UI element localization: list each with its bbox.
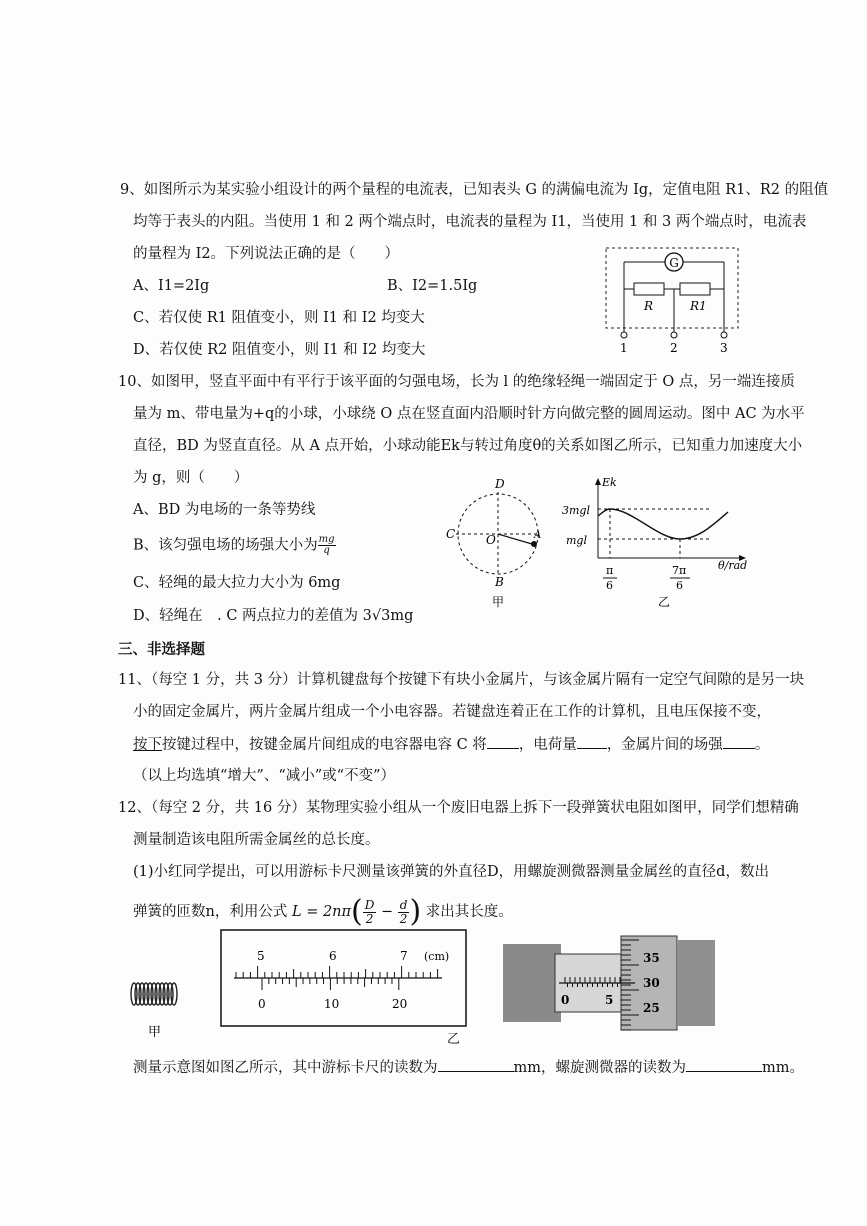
q11-line3-part1: 按键过程中，按键金属片间组成的电容器电容 C 将 — [162, 737, 487, 753]
terminal-2-label: 2 — [670, 341, 678, 355]
fig-yi-caption: 乙 — [658, 595, 671, 608]
q11-press-text: 按下 — [133, 737, 162, 753]
q9-option-b[interactable]: B、I2=1.5Ig — [387, 278, 478, 294]
q9-line1: 9、如图所示为某实验小组设计的两个量程的电流表，已知表头 G 的满偏电流为 Ig，定值电阻 R1、R2 的阻值 — [120, 182, 829, 198]
graph-x1-denominator: 6 — [606, 579, 613, 592]
q9-line2: 均等于表头的内阻。当使用 1 和 2 两个端点时，电流表的量程为 I1，当使用 1 和 3 两个端点时，电流表 — [133, 214, 807, 230]
micrometer-thimble-30: 30 — [643, 976, 660, 990]
vernier-caliper-figure — [220, 928, 470, 1046]
resistor-r-label: R — [644, 299, 654, 313]
caliper-vernier-20: 20 — [392, 997, 408, 1011]
q9-option-a[interactable]: A、I1=2Ig — [133, 278, 210, 294]
resistor-r1-label: R1 — [690, 299, 707, 313]
q11-line1: 11、（每空 1 分，共 3 分）计算机键盘每个按键下有块小金属片，与该金属片隔有一定空气间隙的是另一块 — [118, 672, 805, 688]
graph-y-axis-label: Ek — [602, 476, 617, 489]
q10-option-b-text: B、该匀强电场的场强大小为 — [133, 537, 318, 554]
caliper-unit: (cm) — [424, 950, 450, 963]
graph-x1-numerator: π — [606, 564, 614, 577]
q11-line2: 小的固定金属片，两片金属片组成一个小电容器。若键盘连着正在工作的计算机，且电压保接不变， — [133, 704, 771, 720]
galvanometer-label: G — [669, 256, 679, 270]
q9-circuit-figure — [598, 242, 748, 364]
terminal-3-label: 3 — [720, 341, 728, 355]
micrometer-sleeve-5: 5 — [605, 993, 614, 1007]
q10-line3: 直径，BD 为竖直直径。从 A 点开始，小球动能Ek与转过角度θ的关系如图乙所示，已知重力加速度大小 — [133, 438, 803, 454]
micrometer-sleeve-0: 0 — [561, 993, 570, 1007]
q12-line1: 12、（每空 2 分，共 16 分）某物理实验小组从一个废旧电器上拆下一段弹簧状电阻如图甲，同学们想精确 — [118, 800, 799, 816]
spring-figure — [128, 974, 184, 1040]
point-o-label: O — [486, 533, 496, 547]
q12-formula-tail: 求出其长度。 — [425, 904, 513, 920]
terminal-1-label: 1 — [620, 341, 628, 355]
q11-line3-part2: ，电荷量 — [518, 737, 577, 753]
q12-formula-lhs: L = 2nπ — [291, 904, 352, 920]
q12-formula-intro: 弹簧的匝数n，利用公式 — [133, 904, 288, 920]
graph-top-label: 3mgl — [562, 504, 590, 517]
caliper-main-5: 5 — [257, 949, 265, 963]
spring-caption: 甲 — [148, 1025, 162, 1040]
q11-line3 — [133, 734, 769, 755]
energy-curve — [598, 509, 728, 539]
graph-bottom-label: mgl — [566, 534, 587, 547]
q10-option-a[interactable]: A、BD 为电场的一条等势线 — [133, 502, 316, 518]
q10-line2: 量为 m、带电量为+q的小球，小球绕 O 点在竖直面内沿顺时针方向做完整的圆周运动。图中 AC 为水平 — [133, 406, 805, 422]
caliper-vernier-0: 0 — [258, 997, 266, 1011]
point-b-label: B — [495, 575, 504, 589]
caliper-caption: 乙 — [447, 1032, 461, 1047]
q11-line4: （以上均选填“增大”、“减小”或“不变”） — [133, 768, 395, 784]
point-d-label: D — [495, 477, 505, 491]
q10-circle-figure — [446, 474, 556, 610]
terminal-3-icon — [721, 332, 727, 338]
q10-energy-graph — [562, 474, 762, 608]
caliper-main-6: 6 — [329, 949, 337, 963]
q11-line3-part3: ，金属片间的场强 — [606, 737, 723, 753]
terminal-1-icon — [621, 332, 627, 338]
q12-line5-end: mm。 — [762, 1060, 804, 1076]
graph-x2-numerator: 7π — [672, 564, 687, 577]
q9-option-c[interactable]: C、若仅使 R1 阻值变小，则 I1 和 I2 均变大 — [133, 310, 425, 326]
micrometer-figure — [503, 934, 715, 1032]
q10-option-c[interactable]: C、轻绳的最大拉力大小为 6mg — [133, 575, 341, 591]
q12-line5-part1: 测量示意图如图乙所示，其中游标卡尺的读数为 — [133, 1060, 438, 1076]
resistor-r-icon — [634, 283, 664, 295]
section-3-heading: 三、非选择题 — [118, 642, 205, 658]
q9-option-d[interactable]: D、若仅使 R2 阻值变小，则 I1 和 I2 均变大 — [133, 342, 426, 358]
q12-line5-part2: mm，螺旋测微器的读数为 — [513, 1060, 686, 1076]
q10-line1: 10、如图甲，竖直平面中有平行于该平面的匀强电场，长为 l 的绝缘轻绳一端固定于 O 点，另一端连接质 — [118, 374, 795, 390]
graph-x2-denominator: 6 — [676, 579, 683, 592]
graph-x-axis-label: θ/rad — [718, 559, 748, 572]
q9-line3: 的量程为 I2。下列说法正确的是（ ） — [133, 246, 400, 262]
q12-line5 — [133, 1057, 804, 1078]
caliper-vernier-10: 10 — [324, 997, 340, 1011]
q10-line4: 为 g，则（ ） — [133, 470, 249, 486]
q12-line2: 测量制造该电阻所需金属丝的总长度。 — [133, 832, 380, 848]
fig-jia-caption: 甲 — [492, 595, 505, 609]
ball-icon — [531, 541, 537, 547]
q12-micrometer-reading-blank[interactable] — [686, 1057, 762, 1072]
micrometer-thimble-25: 25 — [643, 1001, 660, 1015]
terminal-2-icon — [671, 332, 677, 338]
q12-caliper-reading-blank[interactable] — [438, 1057, 514, 1072]
q11-capacitance-blank[interactable] — [487, 734, 519, 749]
q12-line3: (1)小红同学提出，可以用游标卡尺测量该弹簧的外直径D，用螺旋测微器测量金属丝的直径d，数出 — [133, 864, 769, 880]
micrometer-thimble-35: 35 — [643, 951, 660, 965]
q10-option-d[interactable]: D、轻绳在 . C 两点拉力的差值为 3√3mg — [133, 608, 414, 624]
q11-field-blank[interactable] — [723, 734, 755, 749]
q10-option-b-fraction: $\frac{mg}{q}$ — [318, 534, 335, 556]
q11-line3-end: 。 — [754, 737, 770, 753]
q11-charge-blank[interactable] — [577, 734, 607, 749]
q10-option-b[interactable] — [133, 535, 336, 556]
q12-line4: 弹簧的匝数n，利用公式 L = 2nπ( $\frac{D}{2}$ − $\frac{d}{2}$ ) 求出其长度。 — [133, 894, 513, 929]
resistor-r1-icon — [680, 283, 710, 295]
caliper-main-7: 7 — [400, 949, 408, 963]
point-c-label: C — [446, 527, 456, 541]
point-a-label: A — [534, 530, 542, 541]
